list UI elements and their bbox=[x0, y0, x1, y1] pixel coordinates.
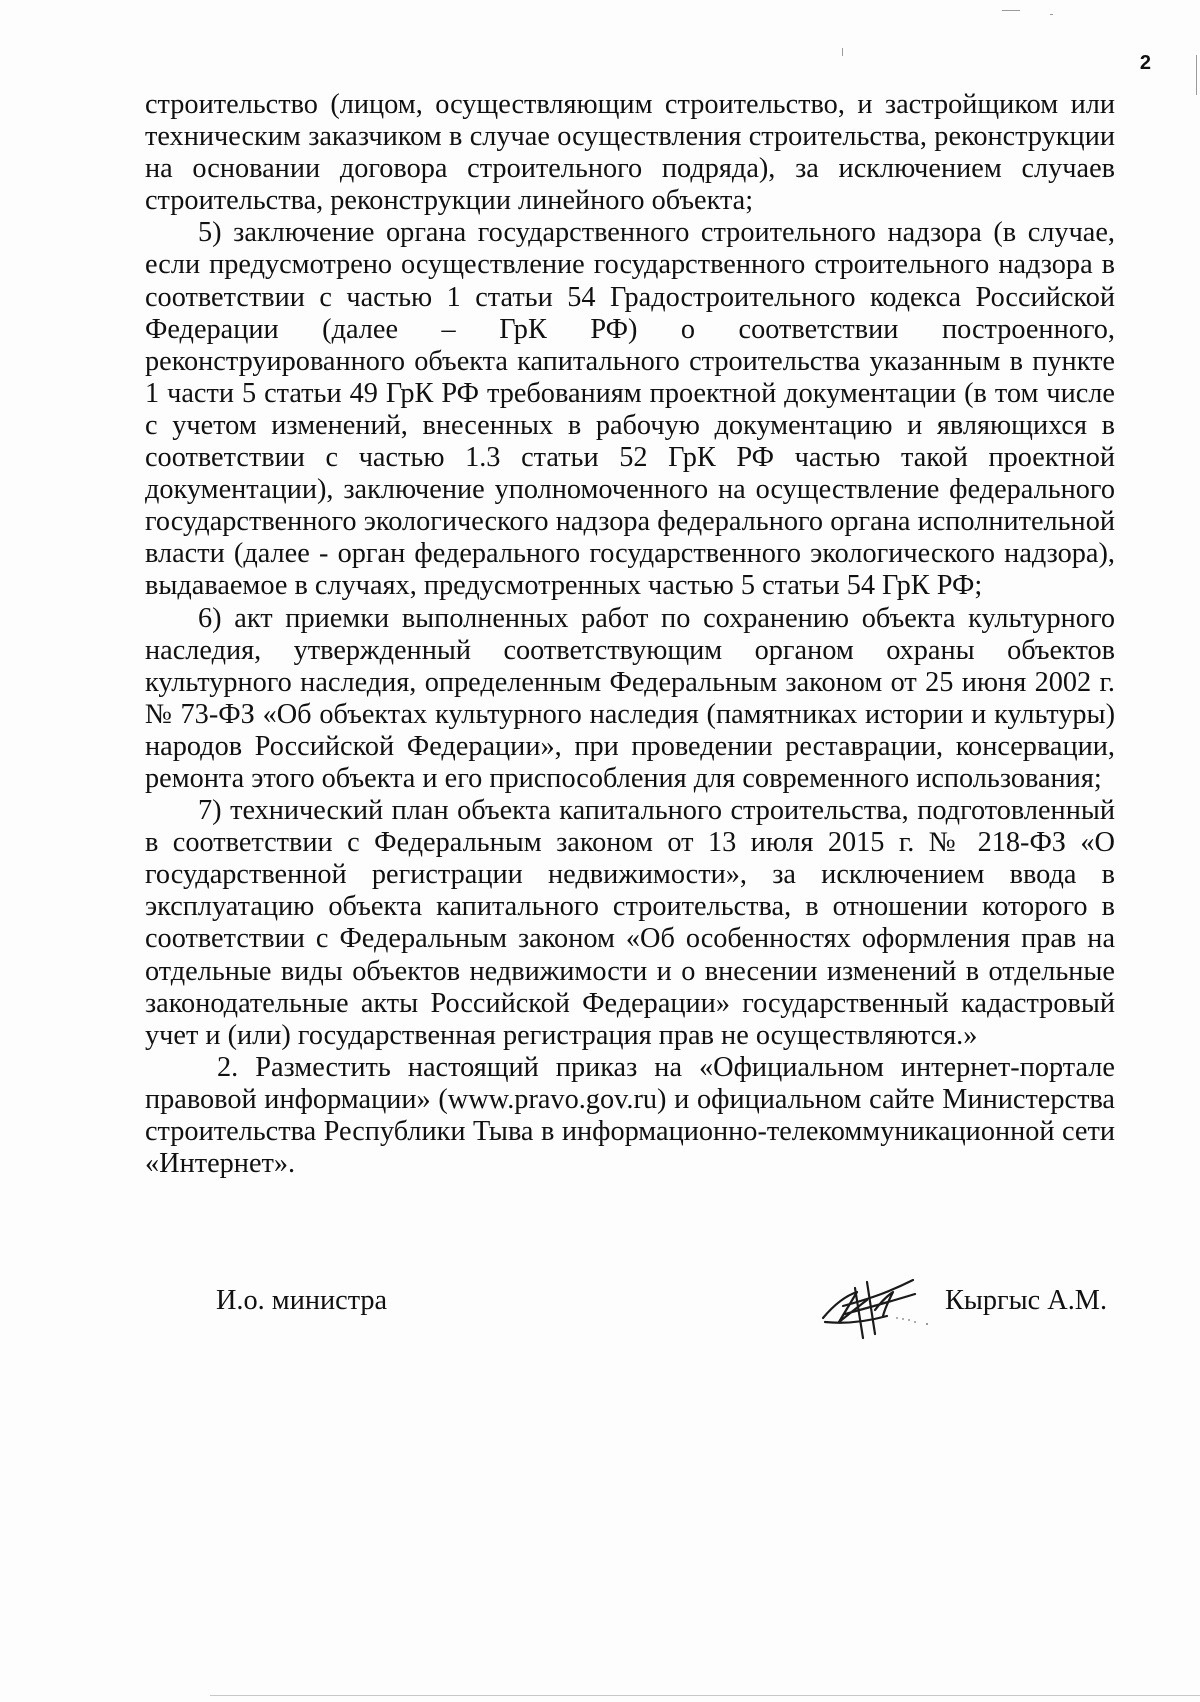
scan-artifact bbox=[1002, 10, 1020, 11]
paragraph-point-2: 2. Разместить настоящий приказ на «Официальном интернет-портале правовой информации» (www.pravo.gov.ru) и официальном сайте Министерства строительства Республики Тыва в информационно-телекоммуникационной сети «Интернет». bbox=[145, 1051, 1115, 1180]
paragraph-item-5: 5) заключение органа государственного строительного надзора (в случае, если предусмотрено осуществление государственного строительного надзора в соответствии с частью 1 статьи 54 Градостроительного кодекса Российской Федерации (далее – ГрК РФ) о соответствии построенного, реконструированного объекта капитального строительства указанным в пункте 1 части 5 статьи 49 ГрК РФ требованиям проектной документации (в том числе с учетом изменений, внесенных в рабочую документацию и являющихся в соответствии с частью 1.3 статьи 52 ГрК РФ частью такой проектной документации), заключение уполномоченного на осуществление федерального государственного экологического надзора федерального органа исполнительной власти (далее - орган федерального государственного экологического надзора), выдаваемое в случаях, предусмотренных частью 5 статьи 54 ГрК РФ; bbox=[145, 217, 1115, 602]
scan-artifact bbox=[842, 48, 843, 56]
paragraph-item-6: 6) акт приемки выполненных работ по сохранению объекта культурного наследия, утвержденный соответствующим органом охраны объектов культурного наследия, определенным Федеральным законом от 25 июня 2002 г. № 73-ФЗ «Об объектах культурного наследия (памятниках истории и культуры) народов Российской Федерации», при проведении реставрации, консервации, ремонта этого объекта и его приспособления для современного использования; bbox=[145, 602, 1115, 794]
document-body bbox=[145, 89, 1115, 1180]
paragraph-continuation: строительство (лицом, осуществляющим строительство, и застройщиком или техническим заказчиком в случае осуществления строительства, реконструкции на основании договора строительного подряда), за исключением случаев строительства, реконструкции линейного объекта; bbox=[145, 89, 1115, 217]
signature-block bbox=[0, 1280, 1200, 1360]
signer-position: И.о. министра bbox=[216, 1285, 388, 1316]
paragraph-item-7: 7) технический план объекта капитального строительства, подготовленный в соответствии с Федеральным законом от 13 июля 2015 г. № 218-ФЗ «О государственной регистрации недвижимости», за исключением ввода в эксплуатацию объекта капитального строительства, в отношении которого в соответствии с Федеральным законом «Об особенностях оформления прав на отдельные виды объектов недвижимости и о внесении изменений в отдельные законодательные акты Российской Федерации» государственный кадастровый учет и (или) государственная регистрация прав не осуществляются.» bbox=[145, 795, 1115, 1051]
handwritten-signature bbox=[815, 1266, 945, 1341]
page-bottom-edge bbox=[210, 1695, 1200, 1696]
scan-artifact bbox=[1050, 14, 1053, 15]
page-number: 2 bbox=[1139, 52, 1151, 74]
signer-name: Кыргыс А.М. bbox=[945, 1285, 1108, 1316]
scan-artifact bbox=[1196, 55, 1197, 95]
